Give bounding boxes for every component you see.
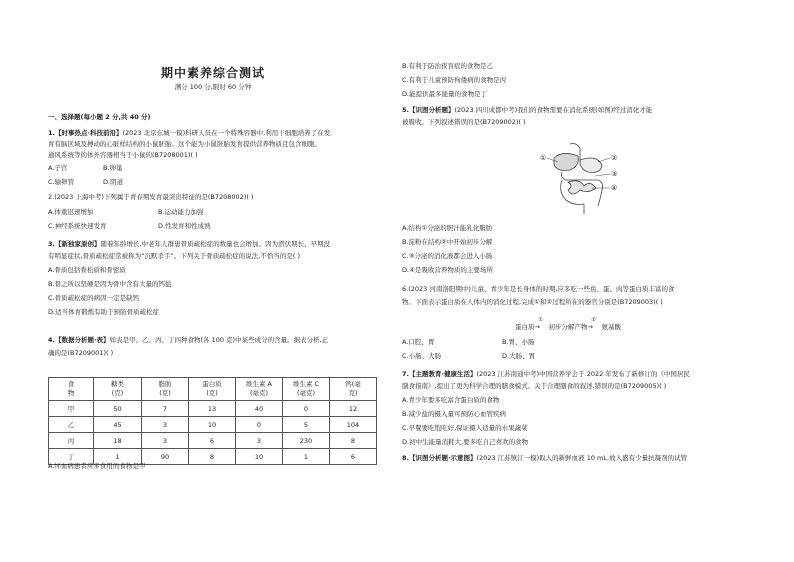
table-header-cell: 糖类 (克) xyxy=(94,378,142,401)
q5-option-d: D.④是吸收营养物质的主要场所 xyxy=(402,266,493,274)
table-cell: 丁 xyxy=(49,449,94,465)
stomach-shape xyxy=(580,158,602,172)
q5-tag: 5.【识图分析题】 xyxy=(402,106,455,114)
q5-line1 xyxy=(402,106,652,115)
q3-line2: 有明显症状,骨质疏松症常被称为“沉默杀手”。下列关于骨质疏松症的说法,不恰当的是( ) xyxy=(48,252,301,260)
q5-option-b: B.淀粉在结构②中开始初步分解 xyxy=(402,238,493,246)
q6-option-a: A.口腔、胃 xyxy=(402,338,435,346)
table-cell: 230 xyxy=(283,433,330,449)
table-cell: 甲 xyxy=(49,401,94,417)
table-cell: 50 xyxy=(94,401,142,417)
q8-text1: (2023 江苏镇江一模)取人的新鲜血液 10 mL,放入盛有少量抗凝剂的试管 xyxy=(476,454,688,462)
q2-option-c: C.神经系统快速发育 xyxy=(48,222,107,230)
q4-line2: 确的是(B7209001)( ) xyxy=(48,349,114,357)
table-cell: 3 xyxy=(142,433,189,449)
q4-option-d: D.能提供最多能量的食物是丁 xyxy=(402,90,488,98)
q3-option-d: D.适当体育锻炼有助于预防骨质疏松症 xyxy=(48,308,160,316)
nutrition-table xyxy=(48,377,377,465)
q7-option-c: C.早餐要吃饱吃好,保证摄入适量的水果蔬菜 xyxy=(402,424,528,432)
table-cell: 7 xyxy=(142,401,189,417)
table-cell: 6 xyxy=(189,433,236,449)
q6-option-b: B.胃、小肠 xyxy=(502,338,535,346)
q1-option-a: A.子宫 xyxy=(48,164,68,172)
table-cell: 乙 xyxy=(49,417,94,433)
q1-line1 xyxy=(48,129,330,138)
q7-option-d: D.初中生能量消耗大,要多吃自己喜欢的食物 xyxy=(402,438,529,446)
protein-digestion-formula xyxy=(515,317,621,331)
table-cell: 6 xyxy=(330,449,377,465)
q3-option-b: B.骨之所以坚硬是因为骨中含有大量的钙盐 xyxy=(48,280,172,288)
q4-option-c: C.有利于儿童预防佝偻病的食物是丙 xyxy=(402,76,507,84)
formula-mid: 初步分解产物 xyxy=(548,323,588,331)
q1-line3: 通风系统等的体外容器相当于小鼠的(B7208001)( ) xyxy=(48,151,198,159)
page-subtitle: 满分 100 分,限时 60 分钟 xyxy=(174,83,252,91)
table-cell: 12 xyxy=(330,401,377,417)
table-cell: 1 xyxy=(94,449,142,465)
q3-tag: 3.【新独家原创】 xyxy=(48,240,101,248)
q1-text1: (2023 北京东城一模)科研人员在一个特殊容器中,利用干细胞培养了在发 xyxy=(122,129,331,137)
table-cell: 10 xyxy=(236,449,283,465)
table-cell: 90 xyxy=(142,449,189,465)
q1-option-d: D.阴道 xyxy=(103,178,124,186)
small-intestine-shape xyxy=(568,181,596,194)
q3-option-a: A.骨质包括骨松质和骨密质 xyxy=(48,266,126,274)
q7-text1: (2023 江苏南通中考)中国营养学会于 2022 年发布了新修订的《中国居民 xyxy=(476,370,690,378)
table-cell: 1 xyxy=(283,449,330,465)
table-cell: 丙 xyxy=(49,433,94,449)
table-cell: 13 xyxy=(189,401,236,417)
q7-line1 xyxy=(402,370,690,379)
q3-text1: 随着年龄增长,中老年人群患骨质疏松症的数量也会增加。因为潜伏期长、早期没 xyxy=(100,240,331,248)
table-header-cell: 脂肪 (克) xyxy=(142,378,189,401)
q7-tag: 7.【主题教育·健康生活】 xyxy=(402,370,477,378)
q6-line2: 物。下面表示蛋白质在人体内的消化过程,完成①和②过程所在的器官分别是(B7209003)( ) xyxy=(402,298,663,306)
table-cell: 5 xyxy=(283,417,330,433)
table-cell: 0 xyxy=(236,417,283,433)
q6-option-c: C.小肠、大肠 xyxy=(402,352,442,360)
table-header-cell: 维生素 C (毫克) xyxy=(283,378,330,401)
q3-line1 xyxy=(48,240,330,249)
section-heading: 一、选择题(每小题 2 分,共 40 分) xyxy=(48,113,151,121)
table-cell: 104 xyxy=(330,417,377,433)
table-header-cell: 钙(毫 克) xyxy=(330,378,377,401)
q5-option-c: C.③分泌的消化液都会进入小肠 xyxy=(402,252,493,260)
diagram-label-3: ③ xyxy=(611,170,618,178)
table-cell: 8 xyxy=(189,449,236,465)
q4-option-b: B.有利于防治夜盲症的食物是乙 xyxy=(402,62,494,70)
diagram-label-1: ① xyxy=(540,154,547,162)
q4-tag: 4.【数据分析题·表】 xyxy=(48,336,110,344)
q3-option-c: C.骨质疏松症的病因一定是缺钙 xyxy=(48,294,140,302)
table-cell: 10 xyxy=(189,417,236,433)
table-cell: 3 xyxy=(142,417,189,433)
q2-option-d: D.性发育和性成熟 xyxy=(158,222,211,230)
q6-option-d: D.大肠、胃 xyxy=(502,352,536,360)
table-header-cell: 维生素 A (毫克) xyxy=(236,378,283,401)
q1-line2: 育有脑区域及搏动的心脏样结构的小鼠胚胎。这个能为小鼠胚胎发育提供营养物质且包含细胞、 xyxy=(48,140,321,148)
q4-text1: 如表是甲、乙、丙、丁四种食物(各 100 克)中某些成分的含量。据表分析,正 xyxy=(109,336,329,344)
q5-option-a: A.结构①分泌的胆汁能乳化脂肪 xyxy=(402,224,493,232)
q5-line2: 被吸收。下列叙述错误的是(B7209002)( ) xyxy=(402,118,526,126)
q8-tag: 8.【识图分析题·示意图】 xyxy=(402,454,477,462)
table-cell: 8 xyxy=(330,433,377,449)
diagram-label-2: ② xyxy=(611,154,618,162)
formula-arrow-2: ② → xyxy=(587,317,596,331)
q4-option-a: A.坏血病患者应多食用的食物是甲 xyxy=(48,462,146,470)
digestive-system-diagram xyxy=(540,140,630,220)
table-cell: 0 xyxy=(283,401,330,417)
table-header-cell: 蛋白质 (克) xyxy=(189,378,236,401)
table-header-cell: 食 物 xyxy=(49,378,94,401)
q1-option-c: C.输卵管 xyxy=(48,178,75,186)
table-row xyxy=(49,417,377,433)
q7-line2: 膳食指南》,提出了更为科学合理的膳食模式。关于合理膳食的叙述,错误的是(B7209005)( ) xyxy=(402,382,667,390)
table-header-row xyxy=(49,378,377,401)
q2-option-a: A.体重迅速增加 xyxy=(48,208,94,216)
q1-tag: 1.【时事热点·科技前沿】 xyxy=(48,129,123,137)
table-row xyxy=(49,401,377,417)
table-row xyxy=(49,433,377,449)
q2-line1: 2.(2023 上海中考)下列属于青春期发育最突出特征的是(B7208002)( ) xyxy=(48,193,254,201)
table-cell: 3 xyxy=(236,433,283,449)
q4-line1 xyxy=(48,336,328,345)
diagram-label-4: ④ xyxy=(611,184,618,192)
table-cell: 45 xyxy=(94,417,142,433)
q5-text1: (2023 四川成都中考)我们的食物需要在消化系统(如图)经过消化才能 xyxy=(454,106,653,114)
page-title: 期中素养综合测试 xyxy=(160,66,265,80)
q7-option-b: B.减少盐的摄入量可预防心血管疾病 xyxy=(402,410,507,418)
formula-start: 蛋白质 xyxy=(515,323,535,331)
formula-arrow-1: ① → xyxy=(534,317,543,331)
q8-line1 xyxy=(402,454,687,463)
table-cell: 40 xyxy=(236,401,283,417)
q7-option-a: A.青少年要多吃富含蛋白质的食物 xyxy=(402,396,500,404)
q2-option-b: B.运动能力加强 xyxy=(158,208,204,216)
table-cell: 18 xyxy=(94,433,142,449)
formula-end: 氨基酸 xyxy=(601,323,621,331)
q6-line1: 6.(2023 河南洛阳期中)儿童、青少年是长身体的时期,应多吃一些鱼、蛋、肉等蛋白质丰富的食 xyxy=(402,285,675,293)
q1-option-b: B.卵巢 xyxy=(103,164,123,172)
